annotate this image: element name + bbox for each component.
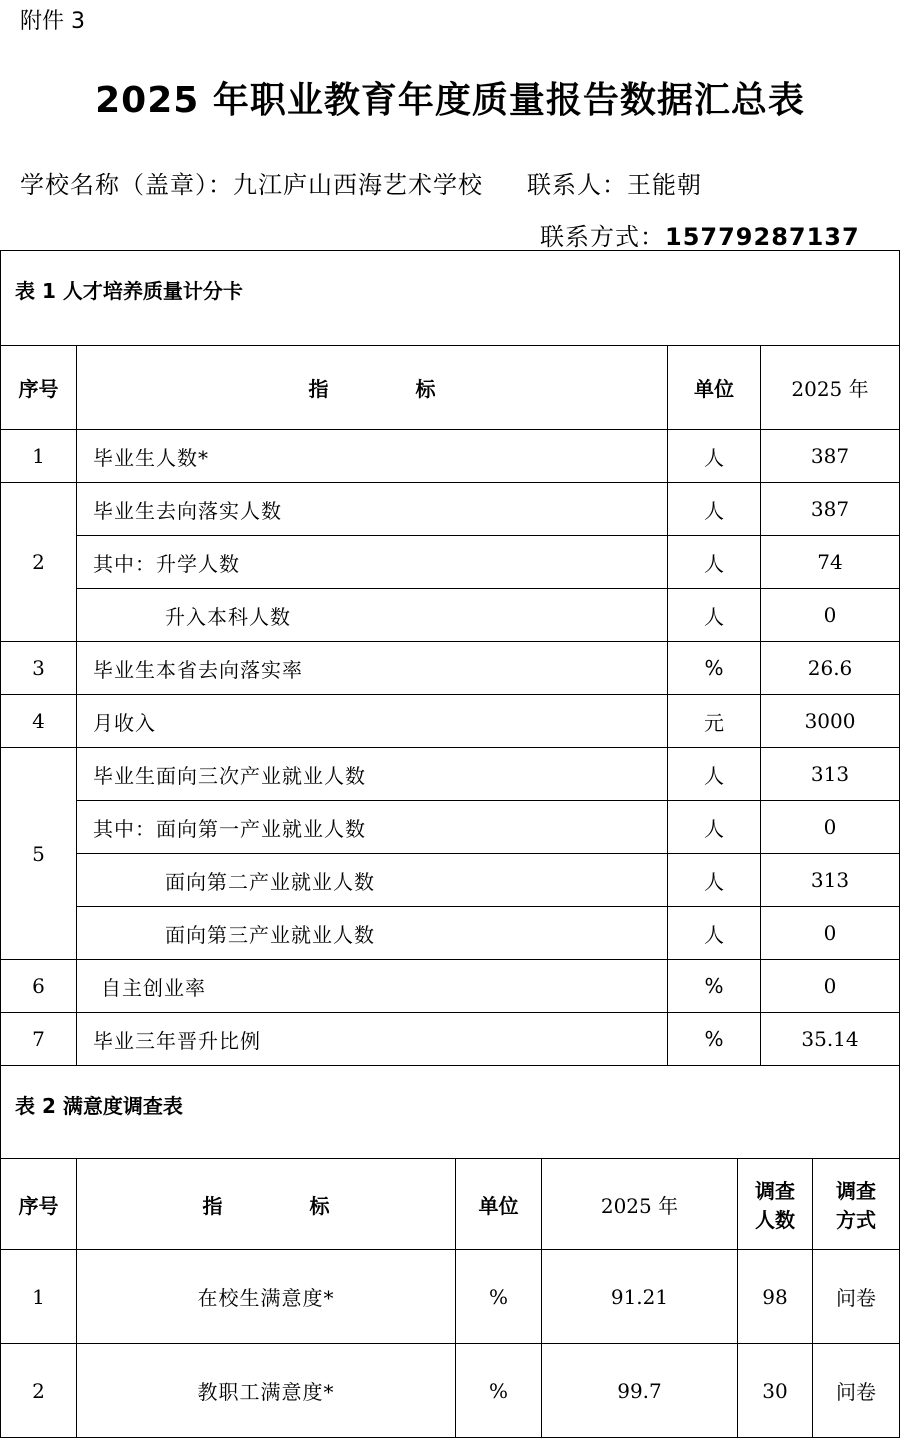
table-row — [1, 801, 900, 854]
table-row — [1, 960, 900, 1013]
row-value: 26.6 — [761, 642, 900, 695]
row-indicator: 升入本科人数 — [77, 589, 668, 642]
row-unit: 人 — [668, 907, 761, 960]
row-unit: 人 — [668, 483, 761, 536]
row-value: 74 — [761, 536, 900, 589]
row-indicator: 面向第三产业就业人数 — [77, 907, 668, 960]
table1-header-indicator: 指 标 — [77, 346, 668, 430]
row-indicator: 教职工满意度* — [77, 1344, 456, 1438]
row-unit: 人 — [668, 748, 761, 801]
row-value: 3000 — [761, 695, 900, 748]
table-satisfaction — [0, 1065, 900, 1438]
row-indicator: 毕业生人数* — [77, 430, 668, 483]
contact-person: 联系人：王能朝 — [527, 171, 702, 199]
row-unit: 人 — [668, 430, 761, 483]
row-unit: 人 — [668, 801, 761, 854]
row-indicator: 毕业生本省去向落实率 — [77, 642, 668, 695]
table2-header-method: 调查方式 — [813, 1159, 900, 1250]
row-value: 313 — [761, 748, 900, 801]
row-value: 0 — [761, 960, 900, 1013]
row-value: 0 — [761, 589, 900, 642]
table2-header-unit: 单位 — [456, 1159, 542, 1250]
row-unit: % — [668, 960, 761, 1013]
school-info — [20, 165, 702, 200]
row-count: 98 — [738, 1250, 813, 1344]
row-no: 1 — [1, 1250, 77, 1344]
row-count: 30 — [738, 1344, 813, 1438]
table-row — [1, 695, 900, 748]
table-row — [1, 907, 900, 960]
page-title: 2025 年职业教育年度质量报告数据汇总表 — [95, 80, 805, 121]
row-indicator: 毕业生去向落实人数 — [77, 483, 668, 536]
table2-header-count: 调查人数 — [738, 1159, 813, 1250]
row-value: 99.7 — [542, 1344, 738, 1438]
row-indicator: 毕业三年晋升比例 — [77, 1013, 668, 1066]
contact-phone: 15779287137 — [665, 223, 860, 251]
table1-header-year: 2025 年 — [761, 346, 900, 430]
contact-info — [540, 217, 860, 252]
table2-header-no: 序号 — [1, 1159, 77, 1250]
table-row — [1, 1013, 900, 1066]
table1-header-no: 序号 — [1, 346, 77, 430]
table-row — [1, 854, 900, 907]
row-no: 3 — [1, 642, 77, 695]
table-row — [1, 1344, 900, 1438]
table2-header-indicator: 指 标 — [77, 1159, 456, 1250]
row-value: 35.14 — [761, 1013, 900, 1066]
row-indicator: 其中：面向第一产业就业人数 — [77, 801, 668, 854]
table2-caption: 表 2 满意度调查表 — [1, 1066, 900, 1159]
row-indicator: 面向第二产业就业人数 — [77, 854, 668, 907]
row-unit: 元 — [668, 695, 761, 748]
row-no: 2 — [1, 483, 77, 642]
row-unit: % — [668, 1013, 761, 1066]
table-row — [1, 430, 900, 483]
table-talent-quality — [0, 250, 900, 1066]
table-row — [1, 642, 900, 695]
row-method: 问卷 — [813, 1250, 900, 1344]
school-name: 学校名称（盖章）：九江庐山西海艺术学校 — [20, 171, 483, 199]
table-row — [1, 748, 900, 801]
row-indicator: 自主创业率 — [77, 960, 668, 1013]
table-row — [1, 589, 900, 642]
table-row — [1, 483, 900, 536]
row-unit: 人 — [668, 854, 761, 907]
row-no: 1 — [1, 430, 77, 483]
row-value: 0 — [761, 801, 900, 854]
table1-caption: 表 1 人才培养质量计分卡 — [1, 251, 900, 346]
contact-label: 联系方式： — [540, 223, 665, 251]
table-row — [1, 536, 900, 589]
row-indicator: 月收入 — [77, 695, 668, 748]
row-value: 387 — [761, 483, 900, 536]
row-indicator: 在校生满意度* — [77, 1250, 456, 1344]
row-unit: % — [668, 642, 761, 695]
row-no: 7 — [1, 1013, 77, 1066]
row-no: 5 — [1, 748, 77, 960]
row-value: 313 — [761, 854, 900, 907]
row-no: 6 — [1, 960, 77, 1013]
row-indicator: 其中：升学人数 — [77, 536, 668, 589]
table-row — [1, 1250, 900, 1344]
table2-header-year: 2025 年 — [542, 1159, 738, 1250]
row-unit: 人 — [668, 589, 761, 642]
row-unit: % — [456, 1250, 542, 1344]
row-no: 4 — [1, 695, 77, 748]
table1-header-unit: 单位 — [668, 346, 761, 430]
row-no: 2 — [1, 1344, 77, 1438]
attachment-label: 附件 3 — [20, 9, 85, 34]
row-unit: 人 — [668, 536, 761, 589]
row-indicator: 毕业生面向三次产业就业人数 — [77, 748, 668, 801]
row-unit: % — [456, 1344, 542, 1438]
row-value: 91.21 — [542, 1250, 738, 1344]
row-value: 387 — [761, 430, 900, 483]
row-value: 0 — [761, 907, 900, 960]
row-method: 问卷 — [813, 1344, 900, 1438]
